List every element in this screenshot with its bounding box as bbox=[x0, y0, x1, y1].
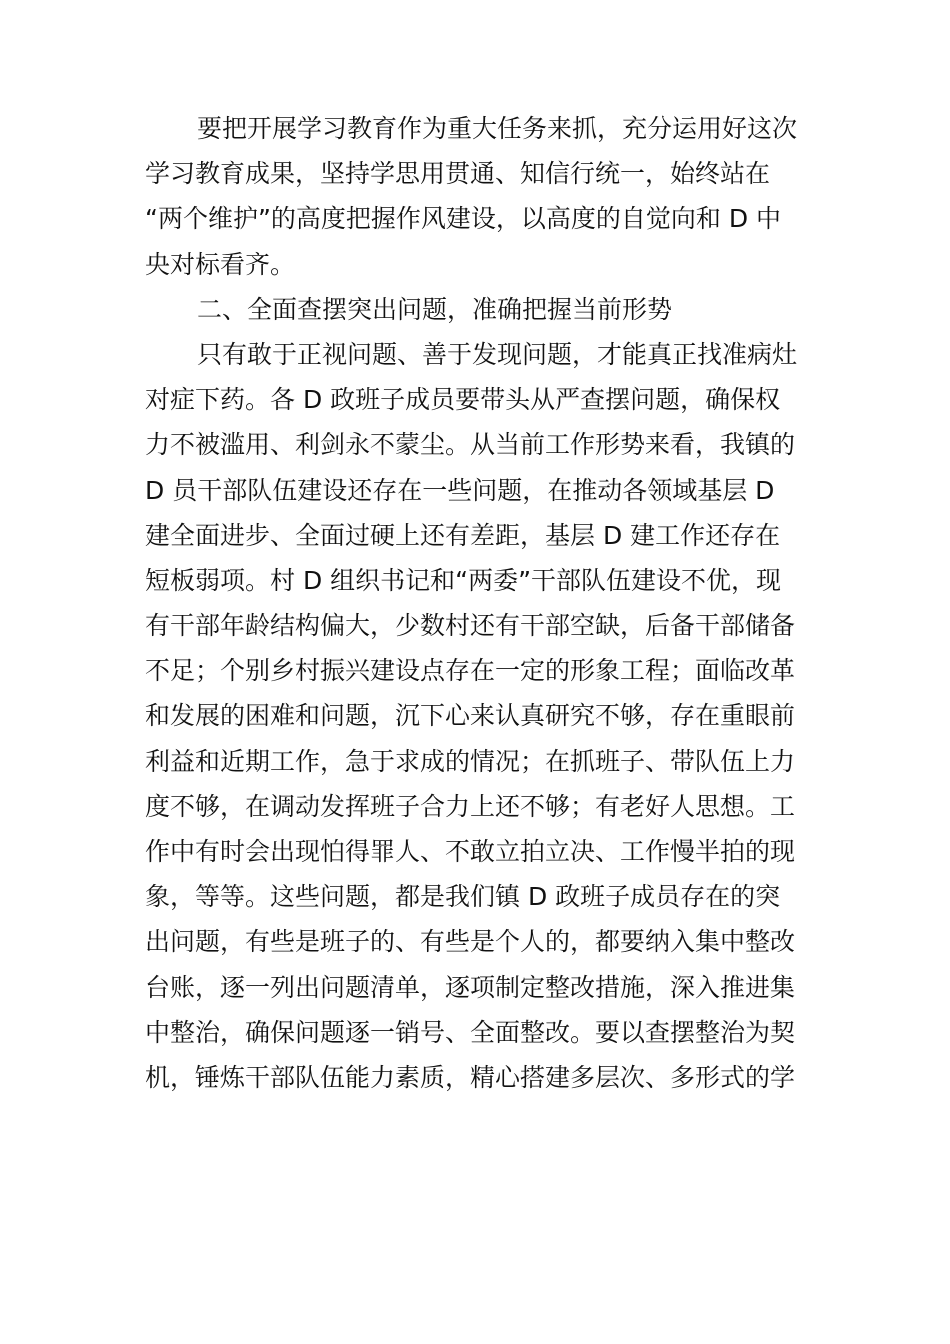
paragraph-1-line-2: 学习教育成果，坚持学思用贯通、知信行统一，始终站在 bbox=[145, 159, 771, 189]
paragraph-1-line-1: 要把开展学习教育作为重大任务来抓，充分运用好这次 bbox=[197, 114, 798, 143]
paragraph-2-line-7: 有干部年龄结构偏大，少数村还有干部空缺，后备干部储备 bbox=[145, 611, 796, 641]
paragraph-1-line-3: “两个维护”的高度把握作风建设，以高度的自觉向和 D 中 bbox=[145, 204, 782, 234]
paragraph-2-line-2: 对症下药。各 D 政班子成员要带头从严查摆问题，确保权 bbox=[145, 385, 781, 415]
paragraph-2-line-16: 中整治，确保问题逐一销号、全面整改。要以查摆整治为契 bbox=[145, 1017, 796, 1047]
paragraph-2-line-6: 短板弱项。村 D 组织书记和“两委”干部队伍建设不优，现 bbox=[145, 565, 782, 595]
paragraph-2-line-11: 度不够，在调动发挥班子合力上还不够；有老好人思想。工 bbox=[145, 791, 796, 821]
section-heading: 二、全面查摆突出问题，准确把握当前形势 bbox=[197, 294, 673, 324]
paragraph-1-line-4: 央对标看齐。 bbox=[145, 249, 296, 279]
paragraph-2-line-10: 利益和近期工作，急于求成的情况；在抓班子、带队伍上力 bbox=[145, 746, 796, 776]
paragraph-2-line-15: 台账，逐一列出问题清单，逐项制定整改措施，深入推进集 bbox=[145, 972, 796, 1002]
document-body bbox=[145, 106, 807, 1100]
paragraph-2-line-14: 出问题，有些是班子的、有些是个人的，都要纳入集中整改 bbox=[145, 927, 796, 957]
paragraph-2-line-4: D 员干部队伍建设还存在一些问题，在推动各领域基层 D bbox=[145, 475, 775, 505]
paragraph-2-line-1: 只有敢于正视问题、善于发现问题，才能真正找准病灶 bbox=[197, 339, 798, 369]
paragraph-2-line-8: 不足；个别乡村振兴建设点存在一定的形象工程；面临改革 bbox=[145, 656, 796, 686]
paragraph-2-line-9: 和发展的困难和问题，沉下心来认真研究不够，存在重眼前 bbox=[145, 701, 796, 731]
paragraph-2-line-17: 机，锤炼干部队伍能力素质，精心搭建多层次、多形式的学 bbox=[145, 1062, 796, 1092]
paragraph-2-line-5: 建全面进步、全面过硬上还有差距，基层 D 建工作还存在 bbox=[145, 520, 781, 550]
paragraph-2-line-13: 象，等等。这些问题，都是我们镇 D 政班子成员存在的突 bbox=[145, 882, 781, 912]
paragraph-2-line-12: 作中有时会出现怕得罪人、不敢立拍立决、工作慢半拍的现 bbox=[145, 837, 796, 866]
paragraph-2-line-3: 力不被滥用、利剑永不蒙尘。从当前工作形势来看，我镇的 bbox=[145, 430, 796, 460]
